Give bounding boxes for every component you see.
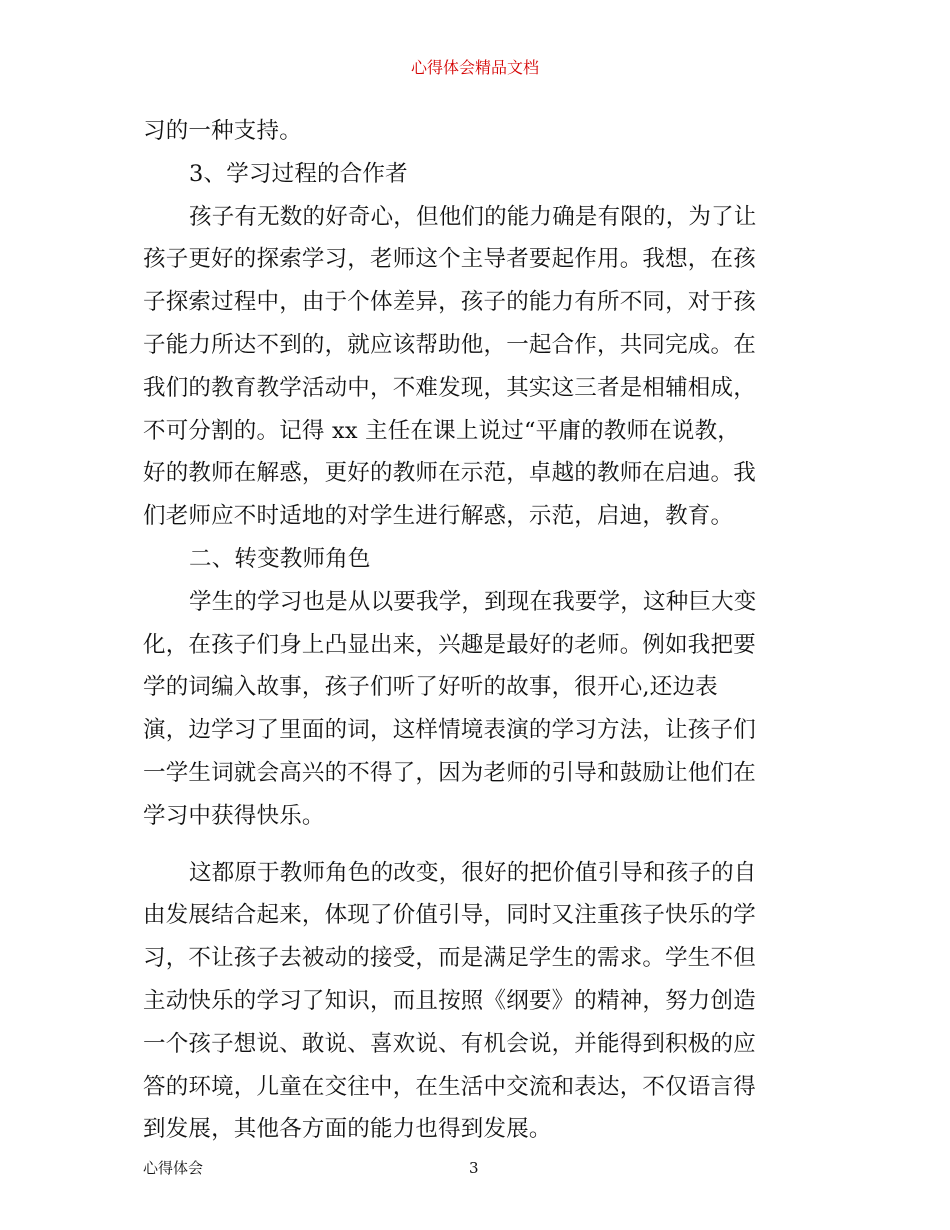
page-number: 3	[469, 1159, 479, 1177]
paragraph-line: 演，边学习了里面的词，这样情境表演的学习方法，让孩子们	[143, 717, 756, 744]
paragraph-line: 一学生词就会高兴的不得了，因为老师的引导和鼓励让他们在	[143, 759, 756, 786]
paragraph-line: 学习中获得快乐。	[143, 802, 325, 829]
paragraph-line: 这都原于教师角色的改变，很好的把价值引导和孩子的自	[189, 859, 757, 886]
paragraph-line: 答的环境，儿童在交往中，在生活中交流和表达，不仅语言得	[143, 1073, 756, 1100]
paragraph-line: 由发展结合起来，体现了价值引导，同时又注重孩子快乐的学	[143, 902, 756, 929]
paragraph-line: 不可分割的。记得 xx 主任在课上说过“平庸的教师在说教，	[143, 417, 740, 444]
paragraph-line: 孩子有无数的好奇心，但他们的能力确是有限的，为了让	[189, 203, 757, 230]
paragraph-line: 好的教师在解惑，更好的教师在示范，卓越的教师在启迪。我	[143, 460, 756, 487]
paragraph-line: 一个孩子想说、敢说、喜欢说、有机会说，并能得到积极的应	[143, 1030, 756, 1057]
paragraph-line: 子探索过程中，由于个体差异，孩子的能力有所不同，对于孩	[143, 289, 756, 316]
paragraph-line: 学生的学习也是从以要我学，到现在我要学，这种巨大变	[189, 588, 757, 615]
paragraph-line: 学的词编入故事，孩子们听了好听的故事，很开心,还边表	[143, 674, 718, 701]
paragraph-line: 们老师应不时适地的对学生进行解惑，示范，启迪，教育。	[143, 503, 734, 530]
paragraph-line: 化，在孩子们身上凸显出来，兴趣是最好的老师。例如我把要	[143, 631, 756, 658]
paragraph-line: 主动快乐的学习了知识，而且按照《纲要》的精神，努力创造	[143, 987, 756, 1014]
page-header-title: 心得体会精品文档	[410, 58, 539, 77]
section-heading: 3、学习过程的合作者	[189, 160, 408, 187]
section-heading: 二、转变教师角色	[189, 545, 371, 572]
footer-label: 心得体会	[143, 1159, 204, 1177]
paragraph-line: 孩子更好的探索学习，老师这个主导者要起作用。我想，在孩	[143, 246, 756, 273]
paragraph-line: 习的一种支持。	[143, 118, 302, 144]
paragraph-line: 习，不让孩子去被动的接受，而是满足学生的需求。学生不但	[143, 945, 756, 972]
document-body	[143, 110, 815, 1151]
paragraph-line: 子能力所达不到的，就应该帮助他，一起合作，共同完成。在	[143, 331, 756, 358]
paragraph-line: 到发展，其他各方面的能力也得到发展。	[143, 1116, 552, 1143]
paragraph-line: 我们的教育教学活动中，不难发现，其实这三者是相辅相成，	[143, 374, 756, 401]
